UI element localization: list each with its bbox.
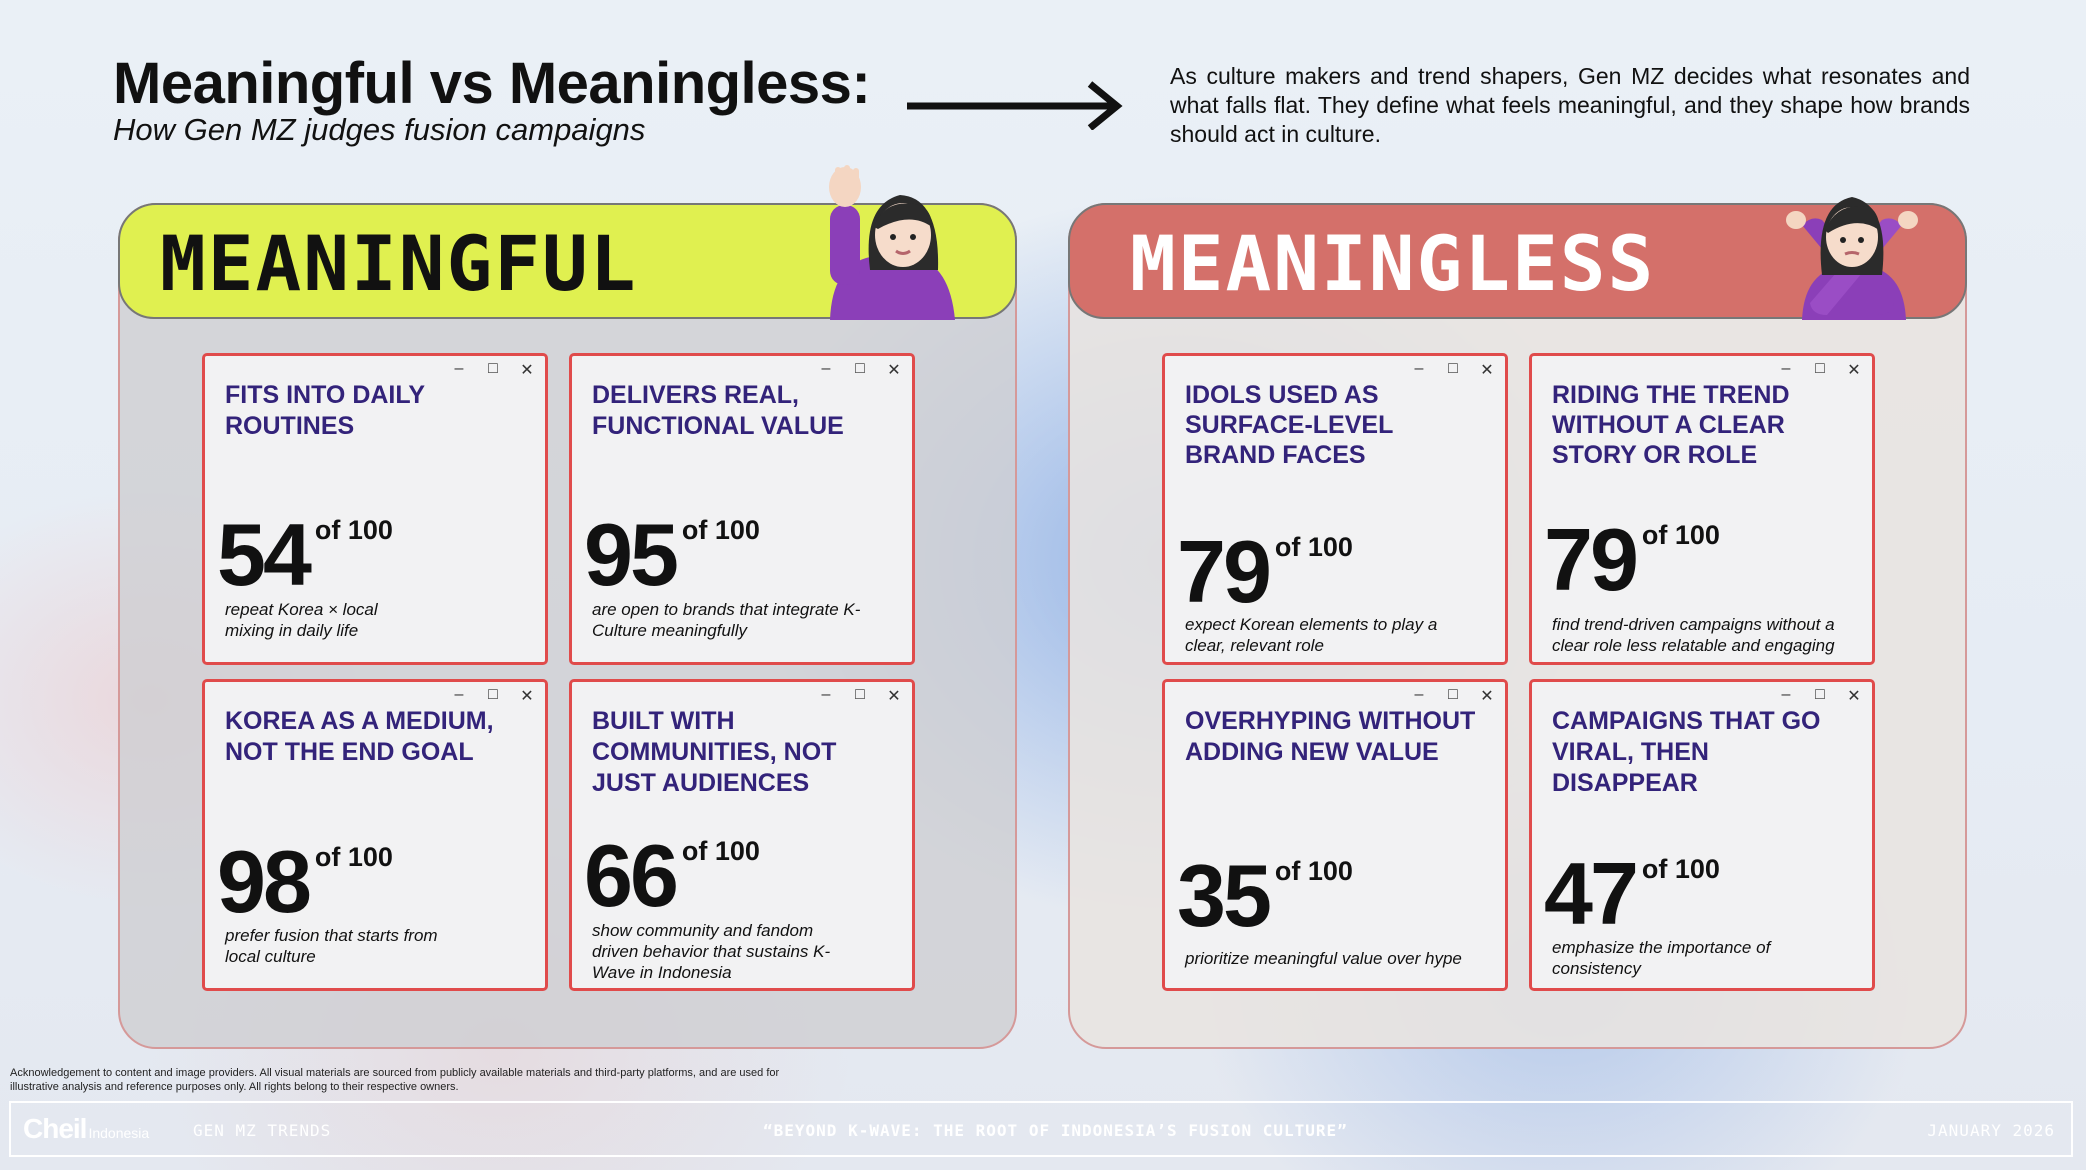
stat-scale: of 100 — [681, 515, 760, 545]
meaningful-card-1 — [202, 353, 548, 665]
footer-date: JANUARY 2026 — [1927, 1121, 2055, 1140]
stat-scale: of 100 — [314, 842, 393, 872]
window-minimize-icon[interactable]: – — [821, 360, 831, 377]
stat-value: 66 — [584, 826, 676, 925]
stat-value: 54 — [217, 505, 309, 604]
stat — [584, 826, 760, 925]
person-raising-hand-icon — [800, 165, 970, 320]
logo-wordmark: Cheil — [23, 1113, 87, 1144]
stat — [1177, 846, 1353, 945]
window-close-icon[interactable]: ✕ — [887, 362, 901, 379]
window-maximize-icon[interactable]: □ — [1448, 686, 1458, 703]
stat-value: 98 — [217, 832, 309, 931]
meaningful-card-3 — [202, 679, 548, 991]
window-maximize-icon[interactable]: □ — [855, 360, 865, 377]
cheil-logo — [23, 1113, 149, 1145]
card-title: CAMPAIGNS THAT GO VIRAL, THEN DISAPPEAR — [1552, 707, 1821, 797]
page-title: Meaningful vs Meaningless: — [113, 51, 871, 116]
stat-value: 79 — [1544, 510, 1636, 609]
stat-description: emphasize the importance of consistency — [1552, 938, 1771, 978]
window-close-icon[interactable]: ✕ — [1847, 688, 1861, 705]
right-arrow-icon — [905, 80, 1125, 130]
window-close-icon[interactable]: ✕ — [1480, 688, 1494, 705]
window-maximize-icon[interactable]: □ — [1815, 686, 1825, 703]
window-maximize-icon[interactable]: □ — [1448, 360, 1458, 377]
footer-report-title: “BEYOND K-WAVE: THE ROOT OF INDONESIA’S FUSION CULTURE” — [763, 1121, 1348, 1140]
stat — [217, 832, 393, 931]
card-title: RIDING THE TREND WITHOUT A CLEAR STORY OR ROLE — [1552, 381, 1790, 469]
stat — [584, 505, 760, 604]
person-gesturing-no-icon — [1782, 175, 1922, 320]
stat-description: are open to brands that integrate K-Culture meaningfully — [592, 600, 861, 640]
stat-value: 79 — [1177, 522, 1269, 621]
window-minimize-icon[interactable]: – — [454, 360, 464, 377]
stat-scale: of 100 — [681, 836, 760, 866]
stat — [1177, 522, 1353, 621]
card-title: KOREA AS A MEDIUM, NOT THE END GOAL — [225, 707, 494, 766]
window-close-icon[interactable]: ✕ — [1480, 362, 1494, 379]
page-subtitle: How Gen MZ judges fusion campaigns — [113, 112, 646, 147]
stat-value: 95 — [584, 505, 676, 604]
stat — [217, 505, 393, 604]
stat-scale: of 100 — [1274, 532, 1353, 562]
meaningful-panel — [118, 203, 1017, 1049]
footer-section-label: GEN MZ TRENDS — [193, 1121, 332, 1140]
window-maximize-icon[interactable]: □ — [1815, 360, 1825, 377]
logo-subtext: Indonesia — [88, 1125, 150, 1141]
card-title: DELIVERS REAL, FUNCTIONAL VALUE — [592, 381, 844, 440]
meaningful-card-4 — [569, 679, 915, 991]
stat-scale: of 100 — [1274, 856, 1353, 886]
meaningless-label: MEANINGLESS — [1130, 219, 1656, 308]
stat-scale: of 100 — [1641, 520, 1720, 550]
stat-description: find trend-driven campaigns without a clear role less relatable and engaging — [1552, 615, 1835, 655]
card-title: BUILT WITH COMMUNITIES, NOT JUST AUDIENCES — [592, 707, 837, 797]
stat-description: show community and fandom driven behavior that sustains K-Wave in Indonesia — [592, 921, 831, 982]
stat — [1544, 844, 1720, 943]
window-minimize-icon[interactable]: – — [1781, 686, 1791, 703]
window-close-icon[interactable]: ✕ — [887, 688, 901, 705]
meaningless-card-4 — [1529, 679, 1875, 991]
card-title: IDOLS USED AS SURFACE-LEVEL BRAND FACES — [1185, 381, 1393, 469]
window-minimize-icon[interactable]: – — [454, 686, 464, 703]
card-title: FITS INTO DAILY ROUTINES — [225, 381, 425, 440]
window-close-icon[interactable]: ✕ — [1847, 362, 1861, 379]
window-close-icon[interactable]: ✕ — [520, 688, 534, 705]
meaningless-card-1 — [1162, 353, 1508, 665]
stat-description: prioritize meaningful value over hype — [1185, 949, 1462, 968]
stat-description: prefer fusion that starts from local culture — [225, 926, 438, 966]
footer-bar — [9, 1101, 2073, 1157]
stat-value: 35 — [1177, 846, 1269, 945]
stat-value: 47 — [1544, 844, 1636, 943]
window-maximize-icon[interactable]: □ — [855, 686, 865, 703]
stat-scale: of 100 — [314, 515, 393, 545]
window-maximize-icon[interactable]: □ — [488, 686, 498, 703]
window-minimize-icon[interactable]: – — [1781, 360, 1791, 377]
intro-paragraph: As culture makers and trend shapers, Gen MZ decides what resonates and what falls flat. They define what feels meaningful, and they shape how brands should act in culture. — [1170, 63, 1970, 147]
meaningless-panel — [1068, 203, 1967, 1049]
acknowledgement-note: Acknowledgement to content and image providers. All visual materials are sourced from publicly available materials and third-party platforms, and are used for illustrative analysis and reference purposes only. All rights belong to their respective owners. — [10, 1067, 780, 1093]
window-minimize-icon[interactable]: – — [1414, 686, 1424, 703]
stat-description: repeat Korea × local mixing in daily life — [225, 600, 378, 640]
window-minimize-icon[interactable]: – — [821, 686, 831, 703]
stat-scale: of 100 — [1641, 854, 1720, 884]
meaningful-card-2 — [569, 353, 915, 665]
stat-description: expect Korean elements to play a clear, relevant role — [1185, 615, 1438, 655]
window-minimize-icon[interactable]: – — [1414, 360, 1424, 377]
stat — [1544, 510, 1720, 609]
window-maximize-icon[interactable]: □ — [488, 360, 498, 377]
card-title: OVERHYPING WITHOUT ADDING NEW VALUE — [1185, 707, 1476, 766]
meaningless-card-2 — [1529, 353, 1875, 665]
window-close-icon[interactable]: ✕ — [520, 362, 534, 379]
meaningless-card-3 — [1162, 679, 1508, 991]
meaningful-label: MEANINGFUL — [160, 219, 638, 308]
